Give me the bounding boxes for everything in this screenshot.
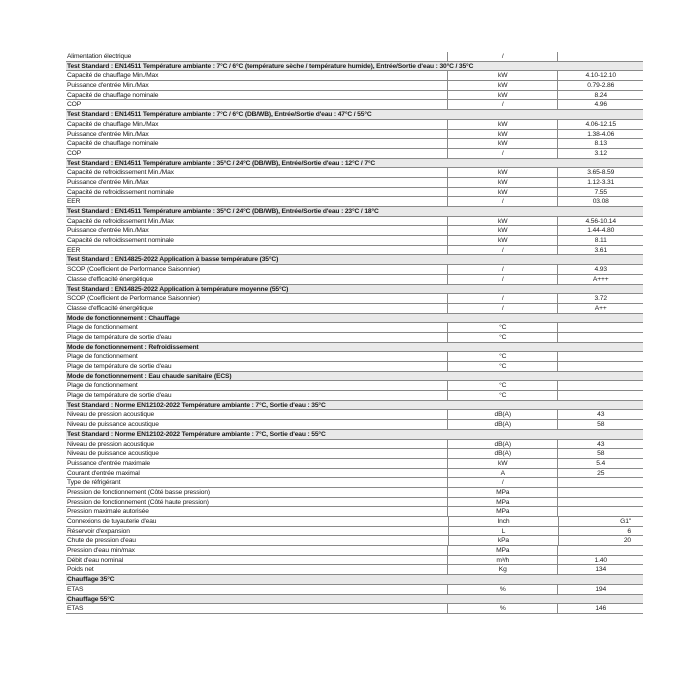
table-row (66, 226, 643, 236)
table-row (66, 536, 643, 546)
unit-cell: Kg (447, 565, 557, 574)
table-row (66, 304, 643, 314)
value-cell: 1.38-4.06 (557, 130, 643, 139)
table-row (66, 585, 643, 595)
table-row (66, 294, 643, 304)
parameter-label: Classe d'efficacité énergétique (67, 304, 154, 312)
value-cell: 7.55 (557, 188, 643, 197)
value-cell: 8.13 (557, 139, 643, 148)
section-header-row (66, 110, 643, 120)
value-cell: 20 (558, 536, 643, 545)
unit-cell: / (447, 275, 557, 284)
unit-cell: kW (447, 71, 557, 80)
table-row (66, 100, 643, 110)
value-cell: G1" (558, 517, 643, 526)
value-cell (557, 488, 643, 497)
table-row (66, 469, 643, 479)
value-cell (557, 333, 643, 342)
unit-cell: kW (447, 226, 557, 235)
unit-cell: °C (447, 362, 557, 371)
unit-cell: °C (447, 381, 557, 390)
table-row (66, 71, 643, 81)
value-cell: 3.65-8.59 (557, 168, 643, 177)
parameter-label: Poids net (67, 566, 94, 574)
table-row (66, 178, 643, 188)
unit-cell: kW (447, 81, 557, 90)
parameter-label: Capacité de chauffage nominale (67, 140, 159, 148)
table-row (66, 265, 643, 275)
value-cell: 134 (557, 565, 643, 574)
value-cell (557, 381, 643, 390)
value-cell: 58 (557, 449, 643, 458)
table-row (66, 440, 643, 450)
table-row (66, 410, 643, 420)
table-row (66, 139, 643, 149)
section-title: Chauffage 35°C (67, 576, 115, 584)
unit-cell: / (447, 265, 557, 274)
unit-cell: kW (447, 188, 557, 197)
unit-cell: dB(A) (447, 440, 557, 449)
table-row (66, 217, 643, 227)
unit-cell: % (447, 604, 557, 613)
section-header-row (66, 595, 643, 605)
parameter-label: COP (67, 101, 82, 109)
value-cell: 8.24 (557, 91, 643, 100)
section-title: Test Standard : EN14511 Température ambiante : 7°C / 6°C (DB/WB), Entrée/Sortie d'eau : 47°C / 55°C (67, 111, 372, 119)
table-row (66, 188, 643, 198)
table-row (66, 120, 643, 130)
table-row (66, 507, 643, 517)
table-row (66, 517, 643, 527)
value-cell: 6 (558, 527, 643, 536)
parameter-label: Réservoir d'expansion (67, 527, 130, 535)
value-cell: 0.79-2.86 (557, 81, 643, 90)
parameter-label: Connexions de tuyauterie d'eau (67, 518, 157, 525)
value-cell: 1.12-3.31 (557, 178, 643, 187)
parameter-label: COP (67, 149, 82, 157)
value-cell: 25 (557, 469, 643, 478)
unit-cell: °C (447, 333, 557, 342)
section-header-row (66, 575, 643, 585)
value-cell: 3.12 (557, 149, 643, 158)
unit-cell: kW (447, 120, 557, 129)
parameter-label: ETAS (67, 585, 84, 593)
unit-cell: °C (447, 352, 557, 361)
parameter-label: Chute de pression d'eau (67, 537, 136, 545)
parameter-label: Pression d'eau min/max (67, 547, 135, 555)
section-title: Mode de fonctionnement : Chauffage (67, 314, 180, 322)
unit-cell: / (447, 246, 557, 255)
table-row (66, 420, 643, 430)
parameter-label: Puissance d'entrée Min./Max (67, 82, 149, 90)
parameter-label: Capacité de refroidissement nominale (67, 237, 174, 245)
value-cell: 1.40 (557, 556, 643, 565)
table-row (66, 323, 643, 333)
value-cell: 4.93 (557, 265, 643, 274)
value-cell: 146 (557, 604, 643, 613)
parameter-label: Niveau de pression acoustique (67, 440, 155, 448)
value-cell: 03.08 (557, 197, 643, 206)
section-header-row (66, 430, 643, 440)
unit-cell: % (447, 585, 557, 594)
unit-cell: MPa (447, 498, 557, 507)
section-header-row (66, 62, 643, 72)
parameter-label: Pression de fonctionnement (Côté haute pression) (67, 498, 209, 506)
parameter-label: EER (67, 198, 81, 206)
parameter-label: Capacité de chauffage nominale (67, 91, 159, 99)
value-cell (557, 323, 643, 332)
table-row (66, 362, 643, 372)
parameter-label: Puissance d'entrée Min./Max (67, 130, 149, 138)
unit-cell: MPa (447, 507, 557, 516)
unit-cell: MPa (447, 546, 557, 555)
section-header-row (66, 314, 643, 324)
table-row (66, 352, 643, 362)
value-cell (557, 391, 643, 400)
parameter-label: Niveau de puissance acoustique (67, 421, 159, 429)
parameter-label: Pression maximale autorisée (67, 508, 149, 516)
parameter-label: Pression de fonctionnement (Côté basse pression) (67, 488, 210, 496)
parameter-label: Capacité de refroidissement nominale (67, 188, 174, 196)
parameter-label: Plage de fonctionnement (67, 353, 138, 361)
section-title: Test Standard : EN14511 Température ambiante : 35°C / 24°C (DB/WB), Entrée/Sortie d'eau : 12°C / 7°C (67, 159, 376, 167)
value-cell (557, 498, 643, 507)
unit-cell: / (447, 478, 557, 487)
value-cell: A++ (557, 304, 643, 313)
parameter-label: Classe d'efficacité énergétique (67, 275, 154, 283)
unit-cell: L (448, 527, 559, 536)
value-cell: 4.96 (557, 100, 643, 109)
parameter-label: Capacité de chauffage Min./Max (67, 72, 159, 80)
section-title: Chauffage 55°C (67, 595, 115, 603)
table-row (66, 565, 643, 575)
value-cell (557, 546, 643, 555)
table-row (66, 149, 643, 159)
unit-cell: dB(A) (447, 420, 557, 429)
unit-cell: A (447, 469, 557, 478)
unit-cell: / (447, 294, 557, 303)
parameter-label: Plage de température de sortie d'eau (67, 363, 172, 370)
section-title: Test Standard : EN14511 Température ambiante : 7°C / 6°C (température sèche / température humide), Entrée/Sortie d'eau : 30°C / 35°C (67, 62, 474, 70)
section-title: Mode de fonctionnement : Refroidissement (67, 343, 199, 351)
unit-cell: / (447, 304, 557, 313)
section-header-row (66, 285, 643, 295)
table-row (66, 81, 643, 91)
value-cell: 1.44-4.80 (557, 226, 643, 235)
unit-cell: / (447, 52, 557, 61)
unit-cell: / (447, 100, 557, 109)
table-row (66, 381, 643, 391)
value-cell: 4.10-12.10 (557, 71, 643, 80)
parameter-label: SCOP (Coefficient de Performance Saisonnier) (67, 266, 200, 274)
section-title: Mode de fonctionnement : Eau chaude sanitaire (ECS) (67, 372, 232, 380)
unit-cell: dB(A) (447, 449, 557, 458)
section-header-row (66, 207, 643, 217)
parameter-label: Alimentation électrique (67, 53, 132, 60)
section-title: Test Standard : Norme EN12102-2022 Température ambiante : 7°C, Sortie d'eau : 55°C (67, 430, 326, 438)
value-cell: 58 (557, 420, 643, 429)
unit-cell: dB(A) (447, 410, 557, 419)
parameter-label: Niveau de puissance acoustique (67, 450, 159, 458)
value-cell: 5.4 (557, 459, 643, 468)
table-row (66, 546, 643, 556)
unit-cell: °C (447, 323, 557, 332)
parameter-label: Niveau de pression acoustique (67, 411, 155, 419)
unit-cell: Inch (448, 517, 559, 526)
value-cell: 3.72 (557, 294, 643, 303)
section-header-row (66, 343, 643, 353)
table-row (66, 556, 643, 566)
table-row (66, 498, 643, 508)
table-row (66, 246, 643, 256)
unit-cell: m³/h (447, 556, 557, 565)
parameter-label: Plage de température de sortie d'eau (67, 392, 172, 400)
table-row (66, 168, 643, 178)
unit-cell: kW (447, 139, 557, 148)
section-header-row (66, 159, 643, 169)
table-row (66, 91, 643, 101)
parameter-label: Capacité de refroidissement Min./Max (67, 217, 174, 225)
table-row (66, 449, 643, 459)
unit-cell: kW (447, 217, 557, 226)
value-cell: 8.11 (557, 236, 643, 245)
spec-table (66, 52, 643, 614)
value-cell (557, 478, 643, 487)
table-row (66, 275, 643, 285)
unit-cell: / (447, 197, 557, 206)
unit-cell: kW (447, 459, 557, 468)
unit-cell: kPa (448, 536, 559, 545)
value-cell (557, 507, 643, 516)
unit-cell: kW (447, 178, 557, 187)
table-row (66, 52, 643, 62)
parameter-label: Puissance d'entrée Min./Max (67, 227, 149, 235)
value-cell: 4.56-10.14 (557, 217, 643, 226)
table-row (66, 459, 643, 469)
parameter-label: Plage de température de sortie d'eau (67, 333, 172, 341)
table-row (66, 130, 643, 140)
section-title: Test Standard : EN14825-2022 Application à basse température (35°C) (67, 256, 279, 264)
value-cell: 3.61 (557, 246, 643, 255)
unit-cell: / (447, 149, 557, 158)
value-cell (557, 352, 643, 361)
parameter-label: Courant d'entrée maximal (67, 469, 140, 477)
parameter-label: Plage de fonctionnement (67, 382, 138, 390)
section-title: Test Standard : EN14825-2022 Application à température moyenne (55°C) (67, 285, 289, 293)
table-row (66, 488, 643, 498)
section-title: Test Standard : Norme EN12102-2022 Température ambiante : 7°C, Sortie d'eau : 35°C (67, 401, 326, 409)
section-title: Test Standard : EN14511 Température ambiante : 35°C / 24°C (DB/WB), Entrée/Sortie d'eau : 23°C / 18°C (67, 208, 379, 215)
unit-cell: kW (447, 130, 557, 139)
value-cell: A+++ (557, 275, 643, 284)
table-row (66, 527, 643, 537)
parameter-label: ETAS (67, 605, 84, 613)
table-row (66, 391, 643, 401)
value-cell: 4.06-12.15 (557, 120, 643, 129)
table-row (66, 197, 643, 207)
table-row (66, 333, 643, 343)
value-cell: 194 (557, 585, 643, 594)
parameter-label: EER (67, 246, 81, 254)
unit-cell: kW (447, 236, 557, 245)
parameter-label: Puissance d'entrée Min./Max (67, 178, 149, 186)
parameter-label: Capacité de chauffage Min./Max (67, 120, 159, 128)
table-row (66, 478, 643, 488)
value-cell: 43 (557, 440, 643, 449)
table-row (66, 236, 643, 246)
section-header-row (66, 401, 643, 411)
value-cell: 43 (557, 410, 643, 419)
table-row (66, 604, 643, 614)
parameter-label: Puissance d'entrée maximale (67, 459, 151, 467)
parameter-label: Capacité de refroidissement Min./Max (67, 169, 174, 177)
parameter-label: Type de réfrigérant (67, 479, 121, 487)
parameter-label: SCOP (Coefficient de Performance Saisonnier) (67, 295, 200, 303)
section-header-row (66, 255, 643, 265)
section-header-row (66, 372, 643, 382)
unit-cell: kW (447, 91, 557, 100)
unit-cell: MPa (447, 488, 557, 497)
unit-cell: °C (447, 391, 557, 400)
value-cell (557, 52, 643, 61)
value-cell (557, 362, 643, 371)
unit-cell: kW (447, 168, 557, 177)
parameter-label: Débit d'eau nominal (67, 556, 124, 564)
parameter-label: Plage de fonctionnement (67, 324, 138, 332)
